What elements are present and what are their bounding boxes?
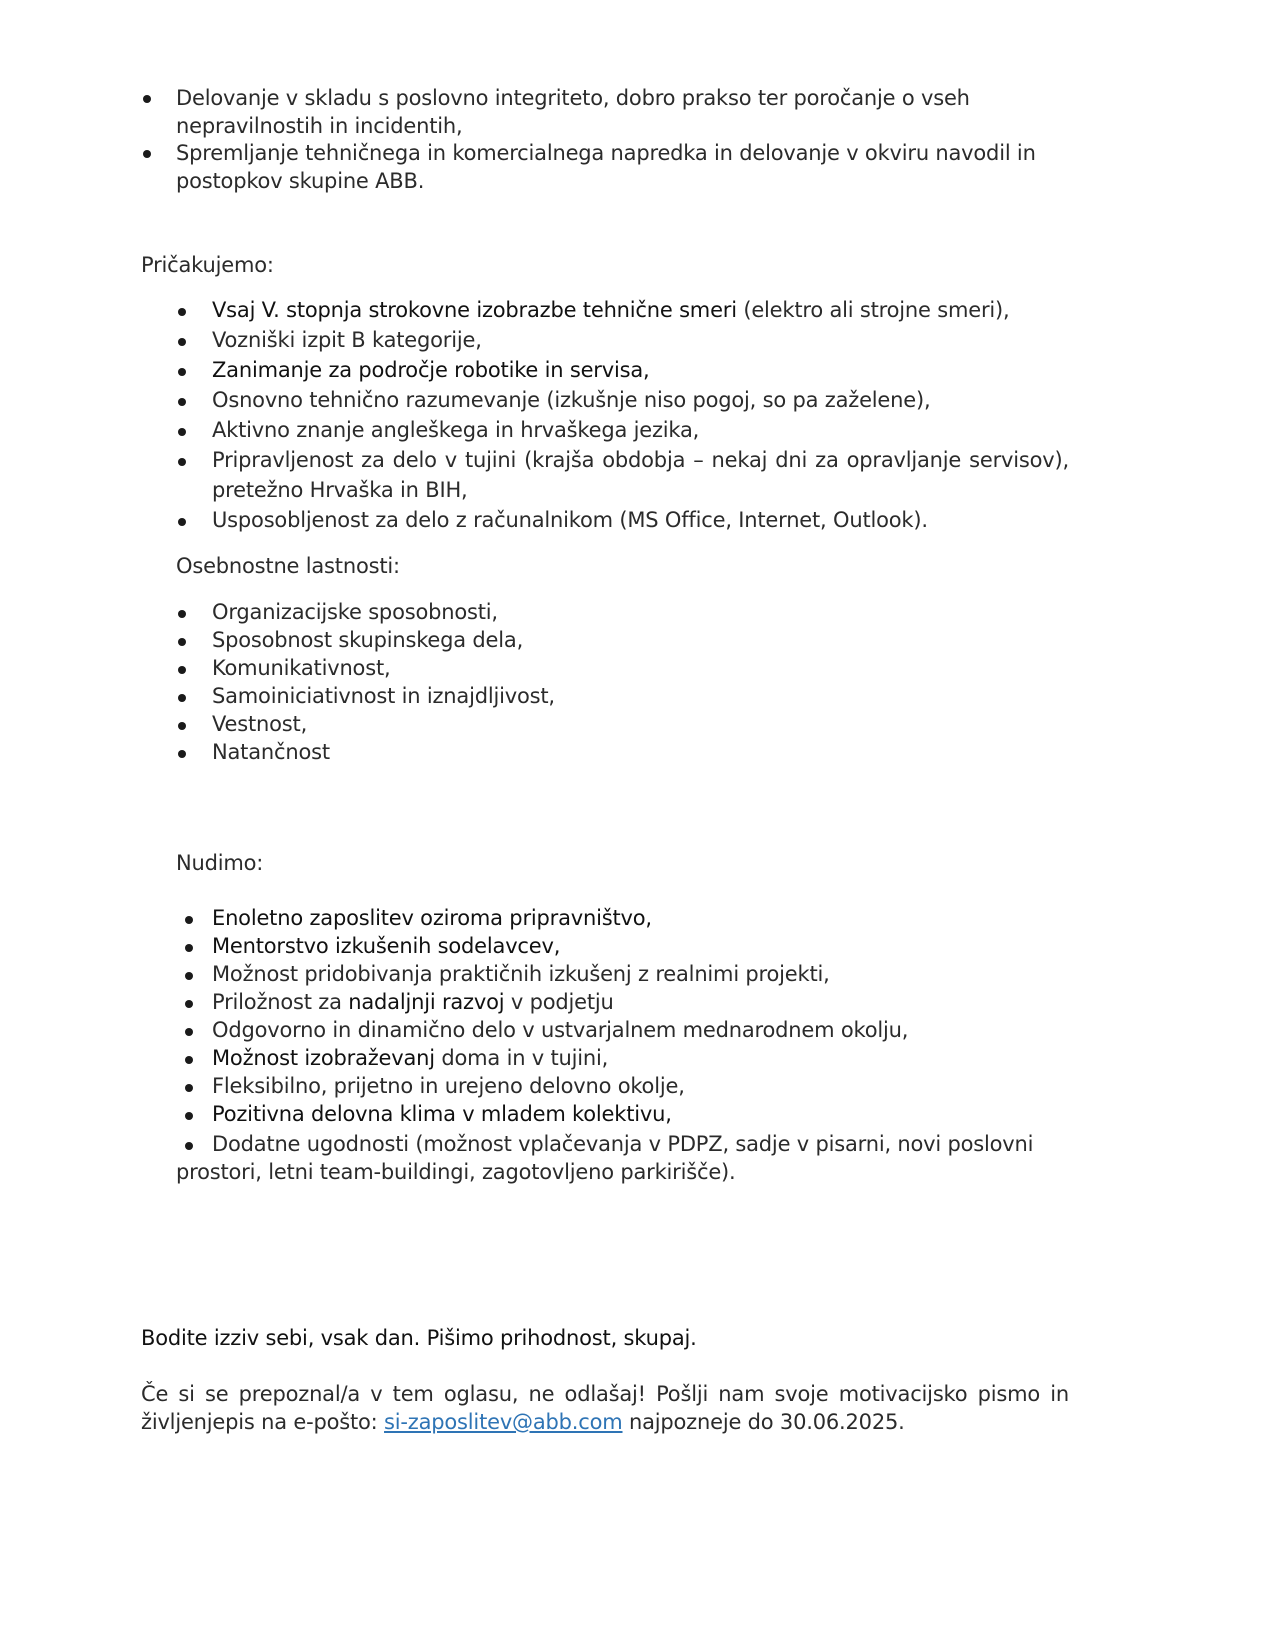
bullet-icon bbox=[178, 750, 186, 758]
list-item bbox=[212, 1132, 1033, 1156]
bullet-icon bbox=[185, 1056, 193, 1064]
application-text-cont bbox=[141, 1410, 905, 1434]
list-item-cont: pretežno Hrvaška in BIH, bbox=[212, 478, 468, 502]
list-item: Samoiniciativnost in iznajdljivost, bbox=[212, 684, 555, 708]
list-item-text: Fleksibilno, prijetno in urejeno delovno okolje, bbox=[212, 1074, 685, 1098]
bullet-icon bbox=[178, 666, 186, 674]
list-item-strong: Vsaj V. stopnja strokovne izobrazbe tehnične smeri bbox=[212, 298, 737, 322]
list-item-strong: Mentorstvo izkušenih sodelavcev, bbox=[212, 934, 561, 958]
personal-heading: Osebnostne lastnosti: bbox=[176, 554, 400, 578]
list-item bbox=[212, 1074, 685, 1098]
list-item-strong: Možnost izobraževanj bbox=[212, 1046, 435, 1070]
list-item bbox=[212, 962, 830, 986]
bullet-icon bbox=[185, 944, 193, 952]
list-item-strong: Enoletno zaposlitev oziroma pripravništvo, bbox=[212, 906, 652, 930]
list-item-text: Možnost pridobivanja praktičnih izkušenj z realnimi projekti, bbox=[212, 962, 830, 986]
bullet-icon bbox=[185, 972, 193, 980]
list-item: Sposobnost skupinskega dela, bbox=[212, 628, 524, 652]
bullet-icon bbox=[185, 1000, 193, 1008]
bullet-icon bbox=[185, 1142, 193, 1150]
bullet-icon bbox=[178, 518, 186, 526]
list-item-strong: nadaljnji razvoj bbox=[348, 990, 505, 1014]
application-text: Če si se prepoznal/a v tem oglasu, ne odlašaj! Pošlji nam svoje motivacijsko pismo in bbox=[141, 1382, 1069, 1406]
list-item: Natančnost bbox=[212, 740, 330, 764]
list-item: Organizacijske sposobnosti, bbox=[212, 600, 498, 624]
list-item bbox=[212, 1018, 908, 1042]
bullet-icon bbox=[178, 308, 186, 316]
bullet-icon bbox=[178, 610, 186, 618]
bullet-icon bbox=[185, 1084, 193, 1092]
list-item: Zanimanje za področje robotike in servisa, bbox=[212, 358, 650, 382]
list-item bbox=[212, 1102, 672, 1126]
list-item bbox=[212, 298, 1010, 322]
email-link[interactable]: si-zaposlitev@abb.com bbox=[384, 1410, 623, 1434]
list-item-strong: Pozitivna delovna klima v mladem kolektivu, bbox=[212, 1102, 672, 1126]
bullet-icon bbox=[143, 95, 151, 103]
bullet-icon bbox=[178, 458, 186, 466]
bullet-icon bbox=[178, 398, 186, 406]
bullet-icon bbox=[178, 338, 186, 346]
list-item-cont: prostori, letni team-buildingi, zagotovljeno parkirišče). bbox=[176, 1160, 736, 1184]
expect-heading: Pričakujemo: bbox=[141, 253, 274, 277]
application-deadline: najpozneje do 30.06.2025. bbox=[622, 1410, 905, 1434]
bullet-icon bbox=[178, 694, 186, 702]
list-item: Vestnost, bbox=[212, 712, 308, 736]
list-item: Spremljanje tehničnega in komercialnega napredka in delovanje v okviru navodil in bbox=[176, 141, 1036, 165]
bullet-icon bbox=[178, 428, 186, 436]
list-item-cont: postopkov skupine ABB. bbox=[176, 169, 425, 193]
bullet-icon bbox=[178, 722, 186, 730]
list-item-text: (elektro ali strojne smeri), bbox=[736, 298, 1010, 322]
list-item-text: Priložnost za bbox=[212, 990, 349, 1014]
bullet-icon bbox=[185, 916, 193, 924]
list-item-text: doma in v tujini, bbox=[434, 1046, 609, 1070]
list-item: Pripravljenost za delo v tujini (krajša obdobja – nekaj dni za opravljanje servisov), bbox=[212, 448, 1069, 472]
bullet-icon bbox=[178, 368, 186, 376]
bullet-icon bbox=[185, 1112, 193, 1120]
list-item bbox=[212, 934, 560, 958]
list-item: Usposobljenost za delo z računalnikom (MS Office, Internet, Outlook). bbox=[212, 508, 928, 532]
list-item: Vozniški izpit B kategorije, bbox=[212, 328, 482, 352]
list-item-cont: nepravilnostih in incidentih, bbox=[176, 114, 463, 138]
list-item bbox=[212, 1046, 608, 1070]
list-item-text: v podjetju bbox=[504, 990, 614, 1014]
list-item: Delovanje v skladu s poslovno integriteto, dobro prakso ter poročanje o vseh bbox=[176, 86, 970, 110]
bullet-icon bbox=[143, 150, 151, 158]
bullet-icon bbox=[185, 1028, 193, 1036]
list-item: Aktivno znanje angleškega in hrvaškega jezika, bbox=[212, 418, 700, 442]
list-item bbox=[212, 906, 652, 930]
list-item: Komunikativnost, bbox=[212, 656, 391, 680]
bullet-icon bbox=[178, 638, 186, 646]
slogan: Bodite izziv sebi, vsak dan. Pišimo prihodnost, skupaj. bbox=[141, 1326, 697, 1350]
application-text-pre: življenjepis na e-pošto: bbox=[141, 1410, 385, 1434]
list-item-text: Odgovorno in dinamično delo v ustvarjalnem mednarodnem okolju, bbox=[212, 1018, 909, 1042]
list-item bbox=[212, 990, 614, 1014]
list-item: Osnovno tehnično razumevanje (izkušnje niso pogoj, so pa zaželene), bbox=[212, 388, 931, 412]
offer-heading: Nudimo: bbox=[176, 851, 264, 875]
list-item-text: Dodatne ugodnosti (možnost vplačevanja v PDPZ, sadje v pisarni, novi poslovni bbox=[212, 1132, 1034, 1156]
